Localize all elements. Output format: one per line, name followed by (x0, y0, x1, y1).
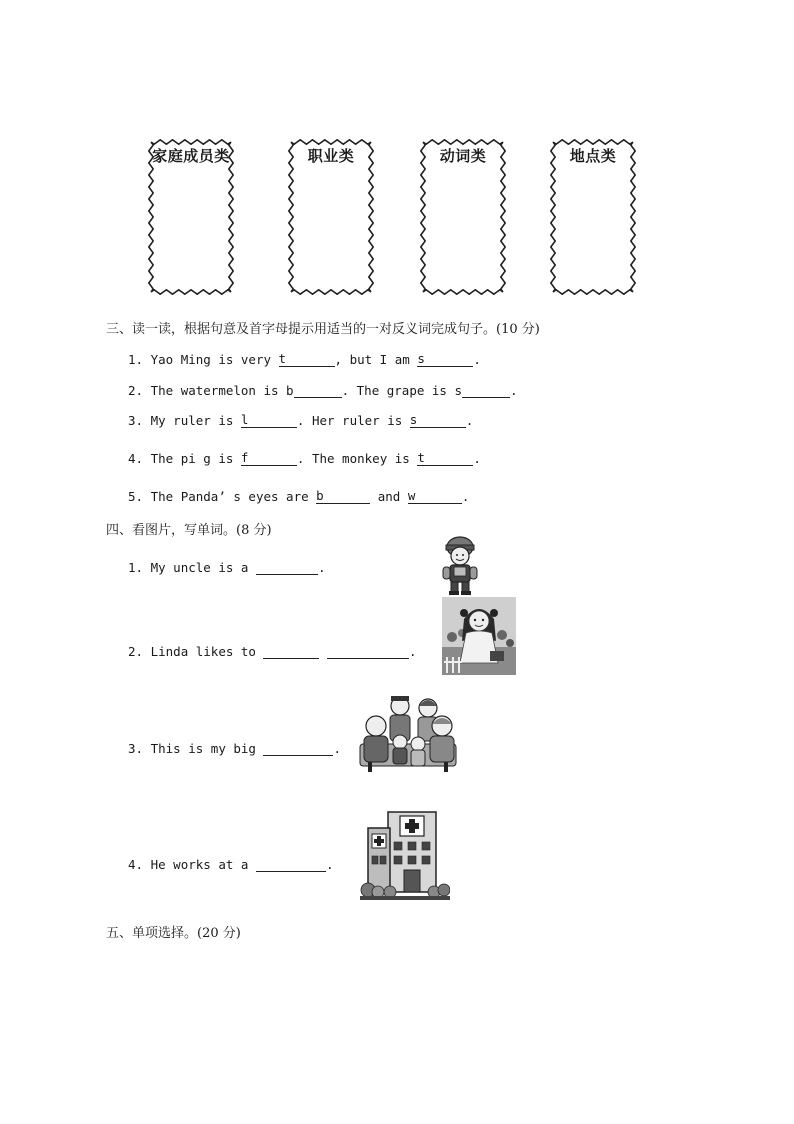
answer-blank[interactable]: w (408, 489, 462, 504)
worker-picture (438, 534, 482, 596)
answer-blank[interactable]: f (241, 451, 297, 466)
section4-heading: 四、看图片，写单词。(8 分) (106, 523, 272, 538)
category-frame-verbs (418, 137, 508, 297)
category-frame-family (146, 137, 236, 297)
section4-item: 4. He works at a . (128, 857, 334, 872)
answer-blank[interactable]: t (417, 451, 473, 466)
section3-item: 4. The pi g is f . The monkey is t . (128, 450, 481, 466)
answer-blank[interactable]: s (410, 413, 466, 428)
category-frame-jobs (286, 137, 376, 297)
section3-heading: 三、读一读，根据句意及首字母提示用适当的一对反义词完成句子。(10 分) (106, 322, 540, 337)
girl-gardening-picture (442, 597, 516, 675)
section3-item: 5. The Panda’ s eyes are b and w . (128, 488, 470, 504)
answer-blank[interactable] (256, 857, 326, 872)
big-family-picture (358, 692, 458, 774)
answer-blank[interactable]: s (417, 352, 473, 367)
answer-blank[interactable] (256, 560, 318, 575)
category-title: 家庭成员类 (152, 147, 230, 165)
answer-blank[interactable]: t (279, 352, 335, 367)
section4-item: 3. This is my big . (128, 741, 342, 756)
section3-item: 1. Yao Ming is very t , but I am s . (128, 351, 481, 367)
section3-item: 3. My ruler is l . Her ruler is s . (128, 412, 474, 428)
section3-item: 2. The watermelon is b . The grape is s . (128, 383, 518, 398)
answer-blank[interactable] (263, 741, 333, 756)
hospital-building-picture (360, 806, 450, 900)
answer-blank[interactable]: l (241, 413, 297, 428)
section4-item: 1. My uncle is a . (128, 560, 326, 575)
section4-item: 2. Linda likes to . (128, 644, 417, 659)
category-title: 动词类 (439, 147, 487, 165)
answer-blank[interactable] (294, 383, 342, 398)
category-frame-places (548, 137, 638, 297)
category-title: 地点类 (569, 147, 617, 165)
category-title: 职业类 (307, 147, 355, 165)
answer-blank[interactable] (263, 644, 319, 659)
answer-blank[interactable]: b (316, 489, 370, 504)
answer-blank[interactable] (462, 383, 510, 398)
answer-blank[interactable] (327, 644, 409, 659)
section5-heading: 五、单项选择。(20 分) (106, 926, 241, 941)
